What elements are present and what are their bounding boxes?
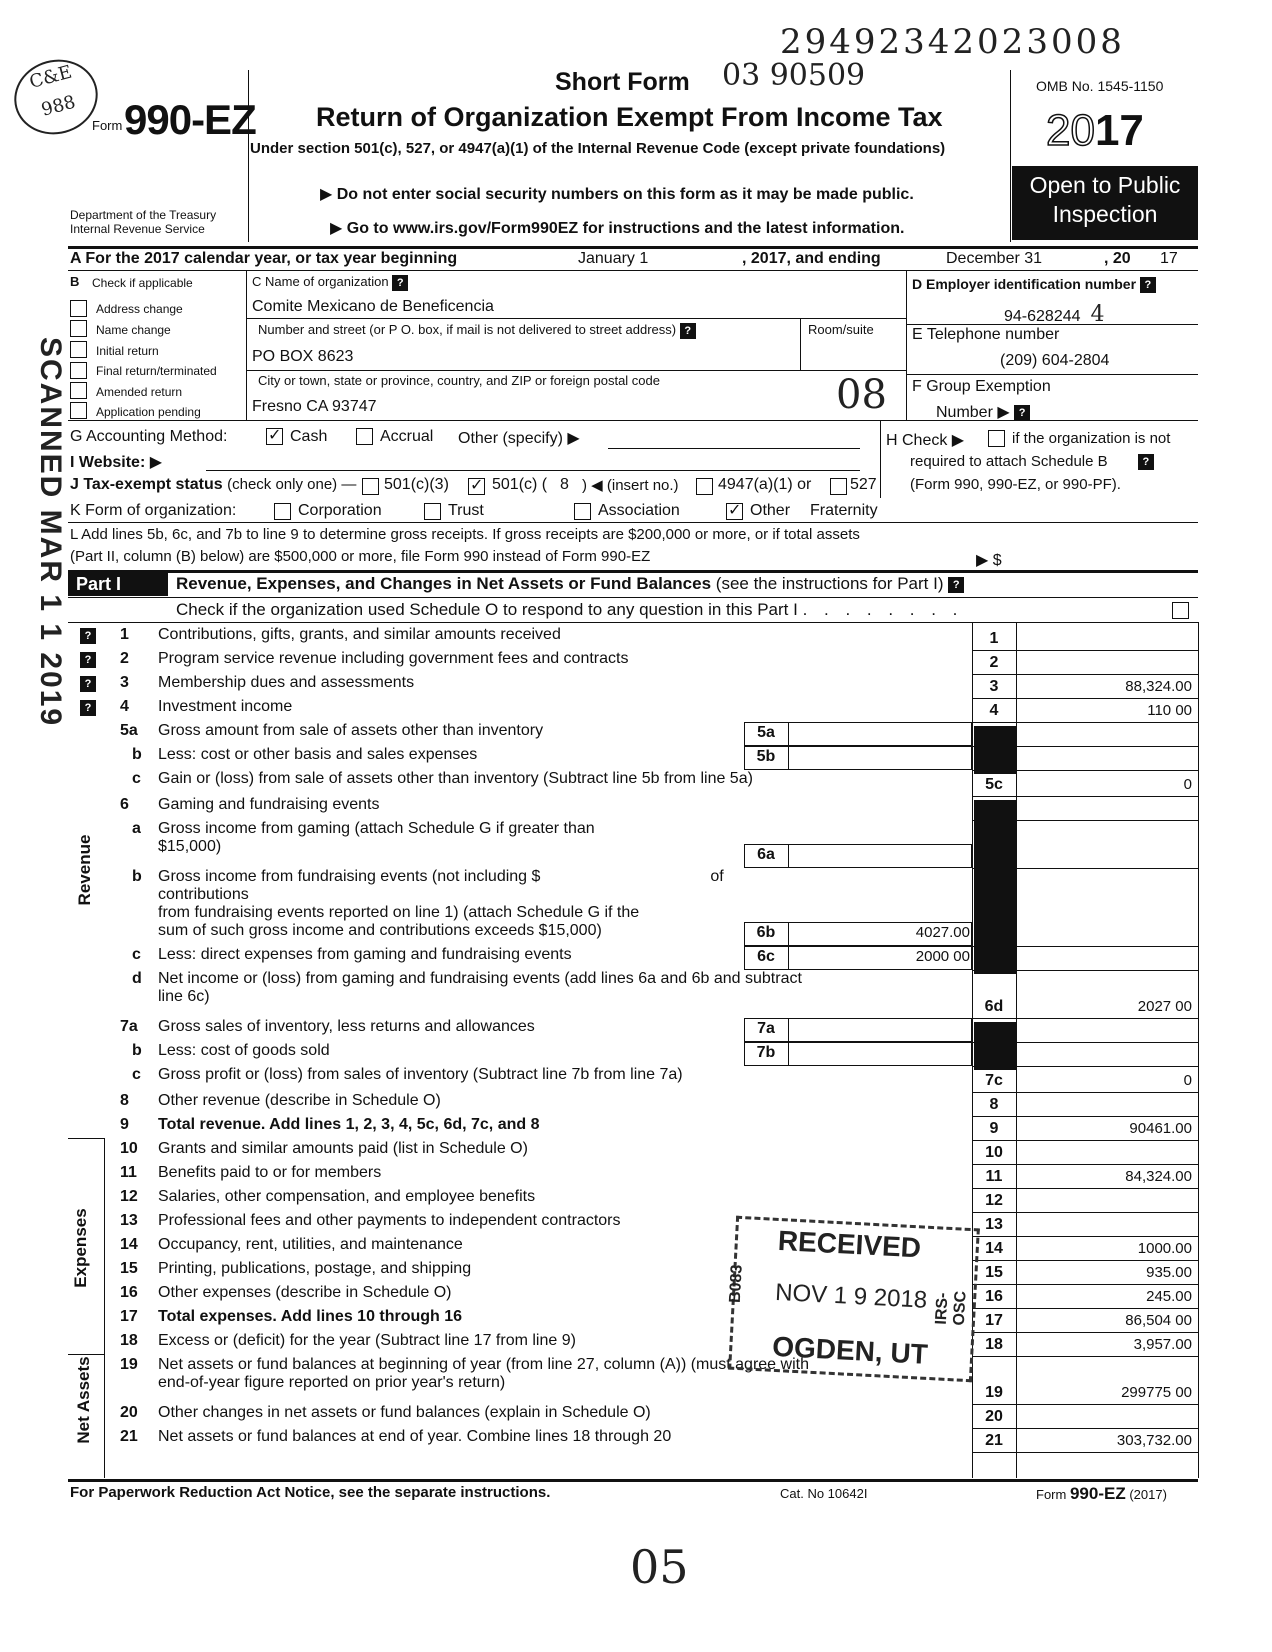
open-to-public-box [1012, 166, 1198, 240]
line-amount: 935.00 [1146, 1264, 1192, 1281]
internal-revenue-service: Internal Revenue Service [70, 222, 205, 236]
org-name-label: C Name of organization ? [252, 274, 408, 291]
checkbox-initial-return[interactable] [70, 341, 87, 358]
tax-year-outline: 20 [1046, 106, 1095, 155]
received-stamp [728, 1216, 980, 1383]
line-description [158, 1404, 958, 1422]
line-number: b [132, 746, 142, 763]
line-a-mid: , 2017, and ending [742, 250, 881, 267]
label-other: Other [750, 502, 791, 519]
handwritten-code: 08 [836, 372, 887, 418]
checkbox-trust[interactable] [424, 503, 441, 520]
line-text: Gross profit or (loss) from sales of inventory (Subtract line 7b from line 7a) [158, 1066, 683, 1083]
line-text: Salaries, other compensation, and employee benefits [158, 1188, 536, 1205]
line-amount: 86,504 00 [1125, 1312, 1192, 1329]
line-text: Gain or (loss) from sale of assets other than inventory (Subtract line 5b from line 5a) [158, 770, 753, 787]
room-suite-label: Room/suite [808, 322, 874, 337]
line-amount: 0 [1183, 1072, 1192, 1089]
line-amount: 299775 00 [1121, 1384, 1192, 1401]
footer-form: Form 990-EZ (2017) [1036, 1484, 1167, 1503]
city-state-zip: Fresno CA 93747 [252, 398, 377, 415]
line-box-label: 1 [989, 630, 999, 647]
line-text: Excess or (deficit) for the year (Subtract line 17 from line 9) [158, 1332, 576, 1349]
line-text: Net assets or fund balances at beginning of year (from line 27, column (A)) (must agree with [158, 1356, 809, 1373]
line-h-label: H Check ▶ [886, 432, 965, 449]
line-box-label: 21 [985, 1432, 1003, 1449]
handwritten-mark: C&E 988 [6, 50, 106, 143]
checkbox-accrual[interactable] [356, 428, 373, 445]
checkbox-final-return[interactable] [70, 362, 87, 379]
line-text: Gross amount from sale of assets other than inventory [158, 722, 544, 739]
line-number: c [132, 946, 141, 963]
line-text: Membership dues and assessments [158, 674, 415, 691]
received-stamp-side-right: IRS-OSC [932, 1290, 970, 1326]
line-box-label: 14 [985, 1240, 1003, 1257]
label-501c: 501(c) ( [492, 476, 548, 493]
part1-tag: Part I [68, 572, 168, 596]
line-box-label: 6d [984, 998, 1004, 1015]
line-number: 15 [120, 1260, 138, 1277]
mid-box-label: 5b [756, 748, 776, 765]
line-amount: 303,732.00 [1116, 1432, 1192, 1449]
mid-box-label: 7a [757, 1020, 775, 1037]
checkbox-501c3[interactable] [362, 478, 379, 495]
label-corporation: Corporation [298, 502, 382, 519]
line-description [158, 674, 958, 692]
line-description [158, 1116, 958, 1134]
city-label: City or town, state or province, country, and ZIP or foreign postal code [258, 373, 660, 388]
box-b-title: Check if applicable [92, 276, 193, 290]
help-icon: ? [1138, 454, 1154, 470]
line-amount: 88,324.00 [1125, 678, 1192, 695]
line-number: 13 [120, 1212, 138, 1229]
open-to-public-line2: Inspection [1052, 201, 1158, 227]
label-insert-no: ) ◀ (insert no.) [582, 477, 679, 494]
line-description [158, 1092, 958, 1110]
short-form-label: Short Form [555, 68, 690, 96]
line-box-label: 3 [989, 678, 999, 695]
checkbox-address-change[interactable] [70, 300, 87, 317]
help-icon: ? [80, 628, 96, 644]
line-amount: 1000.00 [1137, 1240, 1192, 1257]
line-text: Other revenue (describe in Schedule O) [158, 1092, 441, 1109]
checkbox-name-change[interactable] [70, 320, 87, 337]
line-number: 7a [120, 1018, 138, 1035]
line-text: Net assets or fund balances at end of year. Combine lines 18 through 20 [158, 1428, 672, 1445]
street-address: PO BOX 8623 [252, 348, 354, 365]
label-trust: Trust [448, 502, 484, 519]
line-text-after: of contributions [158, 868, 724, 903]
line-a-end: December 31 [946, 250, 1043, 267]
line-amount: 110 00 [1147, 702, 1192, 719]
accounting-method-label: G Accounting Method: [70, 428, 228, 445]
line-description [158, 1188, 958, 1206]
line-text: Contributions, gifts, grants, and similar amounts received [158, 626, 561, 643]
line-box-label: 15 [985, 1264, 1003, 1281]
checkbox-other[interactable] [726, 503, 743, 520]
help-icon: ? [80, 676, 96, 692]
org-name: Comite Mexicano de Beneficencia [252, 298, 494, 315]
website-label: I Website: ▶ [70, 454, 163, 471]
line-box-label: 13 [985, 1216, 1003, 1233]
line-a-year: 17 [1160, 250, 1178, 267]
line-description [158, 970, 958, 1006]
tax-exempt-label: J Tax-exempt status (check only one) — [70, 476, 357, 493]
line-description [158, 820, 748, 856]
footer-paperwork: For Paperwork Reduction Act Notice, see the separate instructions. [70, 1484, 551, 1501]
label-amended-return: Amended return [96, 385, 183, 399]
line-text-continued: line 6c) [158, 988, 210, 1005]
mid-box [744, 746, 972, 770]
instruction-website: ▶ Go to www.irs.gov/Form990EZ for instructions and the latest information. [330, 220, 905, 237]
mid-box [744, 1042, 972, 1066]
checkbox-amended-return[interactable] [70, 382, 87, 399]
label-accrual: Accrual [380, 428, 434, 445]
line-amount: 90461.00 [1129, 1120, 1192, 1137]
bottom-handwriting: 05 [630, 1540, 689, 1594]
box-b-letter: B [70, 274, 80, 289]
line-number: 20 [120, 1404, 138, 1421]
received-stamp-date: NOV 1 9 2018 [774, 1278, 928, 1314]
line-number: 14 [120, 1236, 138, 1253]
label-initial-return: Initial return [96, 344, 159, 358]
open-to-public-line1: Open to Public [1029, 172, 1181, 198]
line-number: b [132, 868, 142, 885]
phone-label: E Telephone number [912, 326, 1060, 343]
line-text: Printing, publications, postage, and shipping [158, 1260, 472, 1277]
line-text: Total expenses. Add lines 10 through 16 [158, 1308, 463, 1325]
line-text: Gaming and fundraising events [158, 796, 380, 813]
label-cash: Cash [290, 428, 328, 445]
line-amount: 84,324.00 [1125, 1168, 1192, 1185]
line-description [158, 746, 748, 764]
line-description [158, 626, 958, 644]
line-amount: 3,957.00 [1133, 1336, 1192, 1353]
line-a-begin: January 1 [578, 250, 649, 267]
schedule-o-check-line: Check if the organization used Schedule O to respond to any question in this Part I . . . . . . . . [176, 600, 964, 619]
line-number: d [132, 970, 142, 987]
line-amount: 245.00 [1146, 1288, 1192, 1305]
line-text: Other changes in net assets or fund balances (explain in Schedule O) [158, 1404, 651, 1421]
line-text: Total revenue. Add lines 1, 2, 3, 4, 5c, 6d, 7c, and 8 [158, 1116, 540, 1133]
help-icon: ? [1140, 277, 1156, 293]
line-box-label: 20 [985, 1408, 1003, 1425]
line-box-label: 12 [985, 1192, 1003, 1209]
line-number: 3 [120, 674, 129, 691]
line-number: 19 [120, 1356, 138, 1373]
line-description [158, 698, 958, 716]
received-stamp-side-left: B083 [726, 1264, 746, 1304]
document-locator-number: 29492342023008 [780, 22, 1125, 62]
line-text: Occupancy, rent, utilities, and maintenance [158, 1236, 463, 1253]
line-text: Net income or (loss) from gaming and fundraising events (add lines 6a and 6b and subtract [158, 970, 802, 987]
checkbox-application-pending[interactable] [70, 402, 87, 419]
checkbox-527[interactable] [830, 478, 847, 495]
label-501c3: 501(c)(3) [384, 476, 449, 493]
checkbox-501c[interactable] [468, 478, 485, 495]
line-number: 4 [120, 698, 129, 715]
ein-value: 94-628244 4 [1004, 302, 1105, 327]
label-4947: 4947(a)(1) or [718, 476, 812, 493]
line-amount: 2027 00 [1137, 998, 1192, 1015]
line-box-label: 17 [985, 1312, 1003, 1329]
line-box-label: 4 [989, 702, 999, 719]
form-word: Form [92, 118, 123, 133]
line-box-label: 10 [985, 1144, 1003, 1161]
line-text-continued: from fundraising events reported on line 1) (attach Schedule G if the [158, 904, 640, 921]
mid-box-label: 6c [757, 948, 775, 965]
ein-handwritten: 4 [1090, 302, 1105, 327]
footer-cat-no: Cat. No 10642I [780, 1486, 868, 1501]
line-text: Gross income from gaming (attach Schedule G if greater than [158, 820, 595, 837]
mid-box-value: 4027.00 [915, 924, 970, 941]
line-description [158, 1042, 748, 1060]
line-h-text2: required to attach Schedule B ? [910, 453, 1154, 470]
group-exemption-number-label: Number ▶ ? [936, 402, 1030, 422]
line-number: 12 [120, 1188, 138, 1205]
label-other-specify: Other (specify) ▶ [458, 430, 580, 447]
line-description [158, 1066, 958, 1084]
line-box-label: 16 [985, 1288, 1003, 1305]
line-box-label: 19 [985, 1384, 1003, 1401]
line-number: 17 [120, 1308, 138, 1325]
mid-box [744, 1018, 972, 1042]
line-number: 21 [120, 1428, 138, 1445]
checkbox-4947[interactable] [696, 478, 713, 495]
line-text: Gross income from fundraising events (not including $ [158, 868, 541, 885]
line-text: Less: cost or other basis and sales expenses [158, 746, 478, 763]
line-text-continued: sum of such gross income and contributions exceeds $15,000) [158, 922, 602, 939]
checkbox-corporation[interactable] [274, 503, 291, 520]
line-text: Less: cost of goods sold [158, 1042, 330, 1059]
line-number: 8 [120, 1092, 129, 1109]
checkbox-cash[interactable] [266, 428, 283, 445]
line-description [158, 946, 748, 964]
line-number: 11 [120, 1164, 137, 1181]
scanned-stamp: SCANNED MAR 1 1 2019 [34, 337, 67, 728]
line-box-label: 11 [985, 1168, 1003, 1185]
part1-title: Revenue, Expenses, and Changes in Net Assets or Fund Balances (see the instructions for Part I) ? [176, 574, 964, 594]
mid-box-label: 6a [757, 846, 775, 863]
label-final-return: Final return/terminated [96, 364, 217, 378]
line-number: c [132, 1066, 141, 1083]
label-association: Association [598, 502, 680, 519]
line-l-text1: L Add lines 5b, 6c, and 7b to line 9 to determine gross receipts. If gross receipts are $200,000 or more, or if total assets [70, 526, 860, 543]
omb-number: OMB No. 1545-1150 [1036, 78, 1164, 94]
line-number: 1 [120, 626, 129, 643]
mid-box-value: 2000 00 [915, 948, 970, 965]
line-box-label: 7c [985, 1072, 1003, 1089]
form-of-org-label: K Form of organization: [70, 502, 237, 519]
label-name-change: Name change [96, 323, 171, 337]
checkbox-association[interactable] [574, 503, 591, 520]
side-label-net-assets: Net Assets [74, 1356, 93, 1444]
help-icon: ? [392, 275, 408, 291]
tax-year-bold: 17 [1094, 106, 1144, 155]
form-name: 990-EZ [124, 96, 256, 143]
help-icon: ? [680, 323, 696, 339]
line-a-label: A For the 2017 calendar year, or tax year beginning [70, 250, 458, 267]
line-number: 2 [120, 650, 129, 667]
help-icon: ? [80, 652, 96, 668]
help-icon: ? [948, 577, 964, 593]
line-number: 10 [120, 1140, 138, 1157]
line-number: b [132, 1042, 142, 1059]
line-text-continued: end-of-year figure reported on prior year's return) [158, 1374, 506, 1391]
mid-box [744, 722, 972, 746]
line-description [158, 770, 958, 788]
line-text: Program service revenue including government fees and contracts [158, 650, 629, 667]
line-description [158, 796, 958, 814]
line-number: c [132, 770, 141, 787]
department-treasury: Department of the Treasury [70, 208, 217, 222]
line-l-text2: (Part II, column (B) below) are $500,000 or more, file Form 990 instead of Form 990-EZ [70, 548, 651, 565]
received-stamp-top: RECEIVED [777, 1224, 922, 1264]
mid-box-label: 5a [757, 724, 775, 741]
ein-label: D Employer identification number ? [912, 276, 1156, 293]
label-527: 527 [850, 476, 877, 493]
checkbox-schedule-o[interactable] [1172, 602, 1189, 619]
help-icon: ? [80, 700, 96, 716]
phone-value: (209) 604-2804 [1000, 352, 1110, 369]
line-text: Grants and similar amounts paid (list in Schedule O) [158, 1140, 528, 1157]
line-h-text1: if the organization is not [1012, 430, 1171, 447]
line-text: Professional fees and other payments to independent contractors [158, 1212, 621, 1229]
line-text: Less: direct expenses from gaming and fundraising events [158, 946, 572, 963]
line-number: 9 [120, 1116, 129, 1133]
street-label: Number and street (or P O. box, if mail is not delivered to street address) ? [258, 322, 696, 339]
group-exemption-label: F Group Exemption [912, 378, 1051, 395]
line-number: a [132, 820, 141, 837]
line-number: 16 [120, 1284, 138, 1301]
line-text: Benefits paid to or for members [158, 1164, 382, 1181]
label-application-pending: Application pending [96, 405, 201, 419]
line-box-label: 2 [989, 654, 999, 671]
tax-year [1046, 106, 1144, 156]
line-description [158, 1018, 748, 1036]
line-text-continued: $15,000) [158, 838, 222, 855]
checkbox-schedule-b[interactable] [988, 430, 1005, 447]
stamped-number: 03 90509 [722, 58, 866, 93]
line-text: Investment income [158, 698, 293, 715]
help-icon: ? [1014, 405, 1030, 421]
line-box-label: 8 [989, 1096, 999, 1113]
side-label-expenses: Expenses [71, 1208, 90, 1288]
form-title: Return of Organization Exempt From Income Tax [316, 102, 943, 132]
line-description [158, 722, 748, 740]
line-box-label: 5c [985, 776, 1003, 793]
line-description [158, 1164, 958, 1182]
instruction-ssn: ▶ Do not enter social security numbers on this form as it may be made public. [320, 186, 914, 203]
line-description [158, 1428, 958, 1446]
side-label-revenue: Revenue [75, 834, 94, 906]
line-description [158, 868, 748, 940]
label-address-change: Address change [96, 302, 183, 316]
line-amount: 0 [1183, 776, 1192, 793]
line-description [158, 650, 958, 668]
other-org-type: Fraternity [810, 502, 878, 519]
line-text: Other expenses (describe in Schedule O) [158, 1284, 452, 1301]
line-number: 18 [120, 1332, 138, 1349]
received-stamp-city: OGDEN, UT [771, 1330, 929, 1370]
form-subtitle: Under section 501(c), 527, or 4947(a)(1) of the Internal Revenue Code (except private foundations) [250, 140, 946, 157]
line-box-label: 18 [985, 1336, 1003, 1353]
line-number: 6 [120, 796, 129, 813]
mid-box-label: 6b [756, 924, 776, 941]
line-text: Gross sales of inventory, less returns and allowances [158, 1018, 535, 1035]
mid-box-label: 7b [756, 1044, 776, 1061]
mid-box [744, 844, 972, 868]
line-box-label: 9 [989, 1120, 999, 1137]
line-h-text3: (Form 990, 990-EZ, or 990-PF). [910, 476, 1121, 493]
line-number: 5a [120, 722, 138, 739]
line-a-year-pre: , 20 [1104, 250, 1131, 267]
501c-number: 8 [560, 476, 569, 493]
line-l-arrow: ▶ $ [976, 552, 1002, 569]
line-description [158, 1140, 958, 1158]
